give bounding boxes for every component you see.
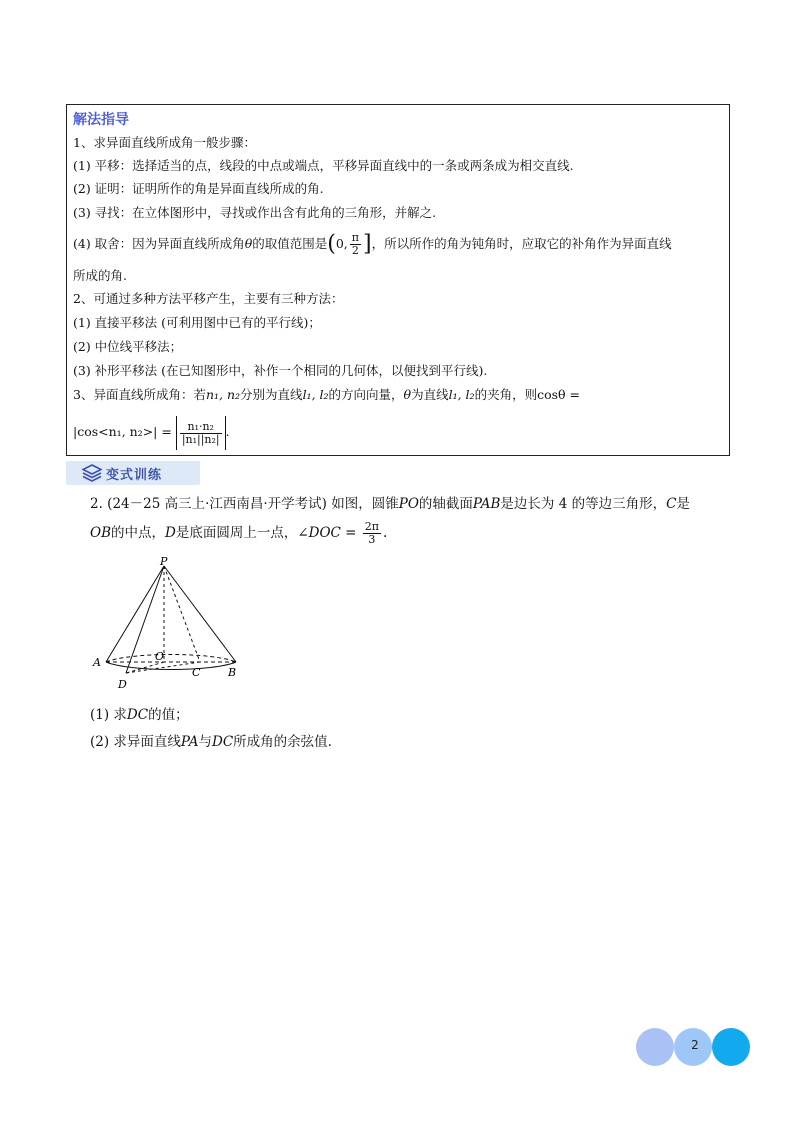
problem-line-2-a: 的中点， — [111, 525, 165, 541]
question-2-DC: DC — [212, 734, 234, 750]
guide-line-8: (1) 直接平移法 (可利用图中已有的平行线)； — [73, 315, 321, 330]
problem-line-1 — [90, 492, 690, 512]
guide-line-6: 所成的角. — [73, 268, 127, 283]
problem-line-2-end: . — [383, 525, 388, 541]
guide-line-7: 2、可通过多种方法平移产生，主要有三种方法： — [73, 291, 344, 306]
page-dot-3 — [712, 1028, 750, 1066]
problem-D: D — [165, 525, 176, 541]
guide-line-2: (1) 平移：选择适当的点，线段的中点或端点，平移异面直线中的一条或两条成为相交直线. — [73, 158, 574, 173]
theta-symbol: θ — [244, 236, 253, 251]
problem-C: C — [666, 496, 677, 512]
cos-theta: cosθ = — [537, 387, 580, 402]
angle-numerator: 2π — [364, 520, 380, 533]
range-denominator: 2 — [351, 244, 359, 257]
guide-line-3: (2) 证明：证明所作的角是异面直线所成的角. — [73, 181, 324, 196]
guide-line-1: 1、求异面直线所成角一般步骤： — [73, 135, 256, 150]
formula-numerator: n₁·n₂ — [180, 421, 222, 434]
cone-figure — [92, 556, 252, 696]
guide-line-11-part-d: 为直线 — [411, 387, 449, 402]
problem-PO: PO — [398, 496, 419, 512]
method-guide-box — [66, 104, 730, 456]
question-1-a: (1) 求 — [90, 707, 127, 723]
guide-line-11 — [73, 387, 580, 403]
guide-line-11-part-c: 的方向向量， — [328, 387, 404, 402]
range-lower: 0, — [335, 236, 348, 251]
guide-line-11-part-b: 分别为直线 — [240, 387, 303, 402]
vector-pair: n₁, n₂ — [205, 387, 241, 402]
guide-line-11-part-e: 的夹角，则 — [474, 387, 538, 402]
angle-fraction — [363, 521, 381, 546]
problem-line-1-d: 是 — [676, 496, 690, 512]
formula-denominator: |n₁||n₂| — [181, 432, 220, 446]
question-1-DC: DC — [126, 707, 149, 723]
layers-icon — [82, 464, 102, 482]
problem-OB: OB — [90, 525, 111, 541]
guide-line-5-part-b: 的取值范围是 — [252, 236, 328, 251]
formula-fraction — [180, 421, 222, 446]
guide-line-10: (3) 补形平移法 (在已知图形中，补作一个相同的几何体，以便找到平行线). — [73, 363, 488, 378]
question-1-b: 的值； — [148, 707, 189, 723]
line-pair-2: l₁, l₂ — [448, 387, 475, 402]
problem-eq: = — [340, 525, 361, 541]
question-2-b: 与 — [198, 734, 213, 750]
label-D: D — [118, 678, 127, 691]
problem-line-1-a: 2. (24－25 高三上·江西南昌·开学考试) 如图，圆锥 — [90, 496, 399, 512]
guide-title: 解法指导 — [73, 112, 129, 128]
section-tag — [66, 461, 200, 485]
problem-line-1-c: 是边长为 4 的等边三角形， — [500, 496, 667, 512]
label-P: P — [160, 556, 168, 568]
question-2-PA: PA — [180, 734, 199, 750]
theta-symbol-2: θ — [403, 387, 412, 402]
guide-line-9: (2) 中位线平移法； — [73, 339, 183, 354]
problem-DOC: DOC — [308, 525, 341, 541]
guide-line-4: (3) 寻找：在立体图形中，寻找或作出含有此角的三角形，并解之. — [73, 205, 437, 220]
guide-line-5-part-a: (4) 取舍：因为异面直线所成角 — [73, 236, 245, 251]
range-numerator: π — [351, 231, 359, 244]
formula-end: . — [225, 424, 230, 439]
problem-line-1-b: 的轴截面 — [418, 496, 473, 512]
page-number: 2 — [691, 1038, 699, 1052]
problem-line-2-b: 是底面圆周上一点，∠ — [175, 525, 309, 541]
guide-formula — [73, 415, 230, 450]
range-fraction — [350, 232, 361, 257]
label-C: C — [192, 666, 201, 679]
guide-line-11-part-a: 3、异面直线所成角：若 — [73, 387, 206, 402]
label-A: A — [93, 656, 101, 669]
range-right-bracket: ] — [363, 231, 372, 257]
page-dot-1 — [636, 1028, 674, 1066]
question-2-c: 所成角的余弦值. — [233, 734, 332, 750]
line-pair: l₁, l₂ — [302, 387, 329, 402]
angle-denominator: 3 — [368, 533, 376, 546]
formula-abs-fraction — [176, 416, 226, 450]
label-O: O — [155, 650, 165, 663]
section-tag-label: 变式训练 — [106, 468, 163, 483]
guide-line-5-part-c: ，所以所作的角为钝角时，应取它的补角作为异面直线 — [371, 236, 672, 251]
label-B: B — [228, 666, 237, 679]
guide-line-5 — [73, 229, 672, 260]
question-2 — [90, 730, 332, 750]
question-1 — [90, 703, 189, 723]
problem-PAB: PAB — [472, 496, 501, 512]
question-2-a: (2) 求异面直线 — [90, 734, 181, 750]
formula-left: |cos<n₁, n₂>| = — [73, 424, 172, 439]
range-left-paren: ( — [327, 231, 336, 257]
problem-line-2 — [90, 516, 387, 550]
